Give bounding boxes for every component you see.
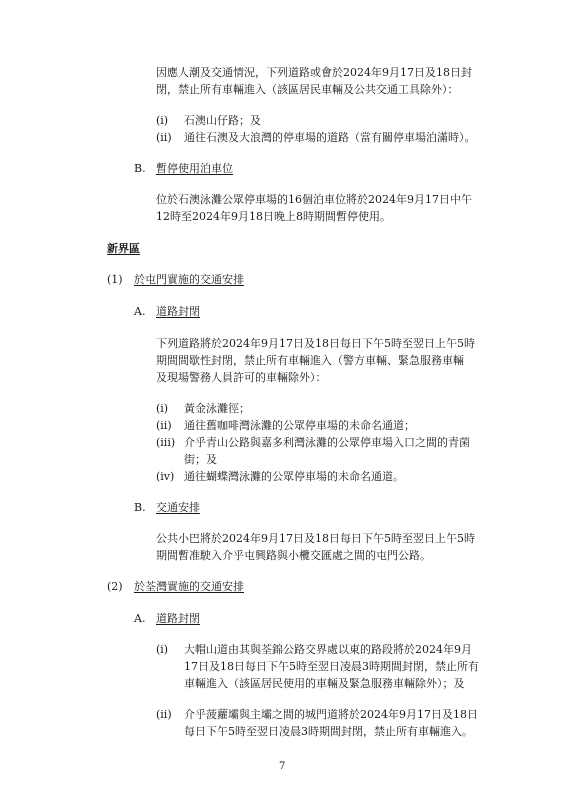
part-1-a-item-3-cont: 街；及	[184, 453, 217, 466]
part-1-b-title: 交通安排	[156, 501, 200, 514]
part-1-a-line-3: 及現場警務人員許可的車輛除外）：	[156, 371, 327, 384]
section-b-title: 暫停使用泊車位	[156, 162, 233, 175]
part-1-a-line-2: 期間間歇性封閉，禁止所有車輛進入（警方車輛、緊急服務車輛	[156, 354, 464, 367]
part-2-a-item-2-line-2: 每日下午5時至翌日凌晨3時期間封閉，禁止所有車輛進入。	[184, 725, 473, 738]
intro-line-1: 因應人潮及交通情況，下列道路或會於2024年9月17日及18日封	[156, 66, 472, 79]
item-label: (ii)	[156, 419, 172, 432]
item-text: 通往舊咖啡灣泳灘的公眾停車場的未命名通道；	[184, 419, 415, 432]
part-2-a-title: 道路封閉	[156, 612, 200, 625]
part-1-title: 於屯門實施的交通安排	[134, 273, 244, 286]
intro-item-1	[156, 115, 261, 126]
part-1-a-title: 道路封閉	[156, 305, 200, 318]
part-2-a-item-1-line-3: 車輛進入（該區居民使用的車輛及緊急服務車輛除外）；及	[184, 677, 465, 690]
part-1-label: (1)	[107, 273, 123, 286]
section-b-line-2: 12時至2024年9月18日晚上8時期間暫停使用。	[156, 210, 391, 223]
part-2-a-item-1-line-1: 大帽山道由其與荃錦公路交界處以東的路段將於2024年9月	[184, 643, 472, 656]
part-1-a-item-3	[156, 437, 470, 448]
part-2-a-label: A.	[134, 612, 146, 625]
page-number: 7	[279, 761, 286, 772]
part-1-b-label: B.	[134, 501, 146, 514]
intro-item-2	[156, 132, 476, 143]
part-1-b-line-2: 期間暫准駛入介乎屯興路與小欖交匯處之間的屯門公路。	[156, 549, 431, 562]
item-text: 黃金泳灘徑；	[184, 402, 250, 415]
item-label: (iii)	[156, 436, 176, 449]
part-2-a-item-1-label: (i)	[156, 643, 169, 656]
part-2-a-item-2-label: (ii)	[156, 708, 172, 721]
part-2-a-item-1-line-2: 17日及18日每日下午5時至翌日凌晨3時期間封閉，禁止所有	[184, 660, 479, 673]
item-text: 通往蝴蝶灣泳灘的公眾停車場的未命名通道。	[184, 470, 404, 483]
part-1-a-line-1: 下列道路將於2024年9月17日及18日每日下午5時至翌日上午5時	[156, 337, 475, 350]
part-2-label: (2)	[107, 580, 123, 593]
item-label: (iv)	[156, 470, 175, 483]
part-2-title: 於荃灣實施的交通安排	[134, 580, 244, 593]
part-2-a-item-2-line-1: 介乎菠蘿壩與主壩之間的城門道將於2024年9月17日及18日	[184, 708, 478, 721]
item-text: 石澳山仔路；及	[184, 114, 261, 127]
section-b-label: B.	[134, 162, 146, 175]
region-title: 新界區	[107, 242, 140, 255]
part-1-a-item-1	[156, 403, 250, 414]
intro-line-2: 閉，禁止所有車輛進入（該區居民車輛及公共交通工具除外）：	[156, 83, 459, 96]
item-text: 介乎青山公路與嘉多利灣泳灘的公眾停車場入口之間的青菌	[184, 436, 470, 449]
item-label: (i)	[156, 402, 169, 415]
part-1-b-line-1: 公共小巴將於2024年9月17日及18日每日下午5時至翌日上午5時	[156, 532, 475, 545]
part-1-a-item-4	[156, 471, 404, 482]
part-1-a-label: A.	[134, 305, 146, 318]
part-1-a-item-2	[156, 420, 415, 431]
item-label: (i)	[156, 114, 169, 127]
item-text: 通往石澳及大浪灣的停車場的道路（當有關停車場泊滿時）。	[184, 131, 476, 144]
item-label: (ii)	[156, 131, 172, 144]
section-b-line-1: 位於石澳泳灘公眾停車場的16個泊車位將於2024年9月17日中午	[156, 193, 472, 206]
